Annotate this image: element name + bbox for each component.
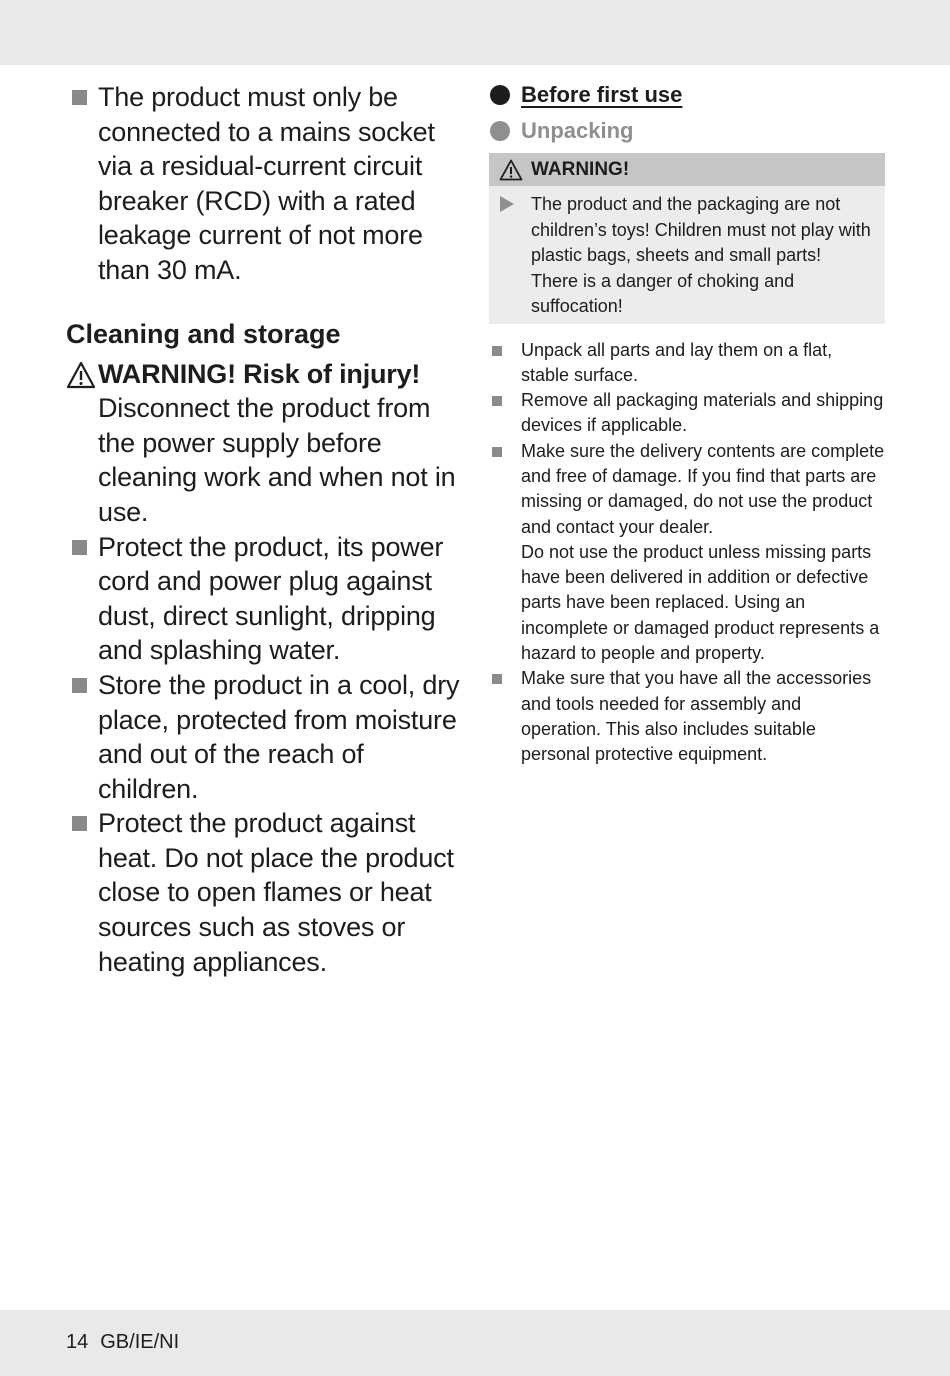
heading-text: Before first use [521, 82, 683, 107]
heading-unpacking [489, 116, 885, 152]
list-item-text: The product must only be connected to a mains socket via a residual-current circuit breaker (RCD) with a rated leakage current of not more than 30 mA. [98, 82, 435, 285]
warning-notice [66, 357, 466, 530]
list-item-text: Remove all packaging materials and shipping devices if applicable. [521, 390, 884, 436]
list-item [66, 80, 466, 288]
left-column [66, 80, 466, 979]
heading-text: Unpacking [521, 118, 634, 143]
filled-circle-icon [490, 85, 510, 105]
warning-triangle-icon [66, 361, 96, 389]
right-column [489, 80, 885, 768]
square-bullet-icon [72, 540, 87, 555]
list-item-text: Make sure that you have all the accessories and tools needed for assembly and operation. This also includes suitable personal protective equipment. [521, 668, 872, 765]
page-footer [66, 1331, 191, 1354]
header-band [0, 0, 950, 65]
page-number: 14 [66, 1331, 89, 1353]
heading-before-first-use [489, 80, 885, 116]
square-bullet-icon [72, 816, 87, 831]
list-item [66, 530, 466, 668]
list-item-text: Protect the product against heat. Do not place the product close to open flames or heat sources such as stoves or heating appliances. [98, 808, 454, 977]
arrow-right-icon [500, 196, 514, 212]
list-item [489, 666, 885, 767]
list-item [489, 388, 885, 439]
warning-text: Disconnect the product from the power supply before cleaning work and when not in use. [98, 393, 456, 527]
warning-box-body [489, 186, 885, 324]
list-item [66, 806, 466, 979]
square-bullet-icon [492, 674, 502, 684]
warning-box-text: The product and the packaging are not children’s toys! Children must not play with plastic bags, sheets and small parts! There is a danger of choking and suffocation! [531, 194, 871, 316]
square-bullet-icon [492, 447, 502, 457]
warning-box [489, 153, 885, 324]
square-bullet-icon [72, 678, 87, 693]
list-item [489, 338, 885, 389]
warning-label: WARNING! Risk of injury! [98, 358, 421, 389]
list-item-text: Unpack all parts and lay them on a flat, stable surface. [521, 339, 833, 385]
list-item-text: Protect the product, its power cord and power plug against dust, direct sunlight, dripping and splashing water. [98, 531, 444, 666]
unpacking-list [489, 338, 885, 768]
list-item [489, 439, 885, 667]
square-bullet-icon [492, 346, 502, 356]
grey-circle-icon [490, 121, 510, 141]
list-item-text: Make sure the delivery contents are complete and free of damage. If you find that parts are missing or damaged, do not use the product and contact your dealer. [521, 440, 885, 537]
square-bullet-icon [492, 396, 502, 406]
list-item-continuation: Do not use the product unless missing parts have been delivered in addition or defective parts have been replaced. Using an incomplete or damaged product represents a hazard to people and property. [521, 541, 880, 664]
warning-box-header [489, 153, 885, 186]
language-codes: GB/IE/NI [100, 1331, 180, 1353]
warning-box-title: WARNING! [531, 159, 630, 180]
list-item [66, 668, 466, 806]
square-bullet-icon [72, 90, 87, 105]
list-item-text: Store the product in a cool, dry place, protected from moisture and out of the reach of children. [98, 669, 460, 804]
warning-triangle-icon [499, 159, 523, 181]
section-title: Cleaning and storage [66, 318, 341, 349]
